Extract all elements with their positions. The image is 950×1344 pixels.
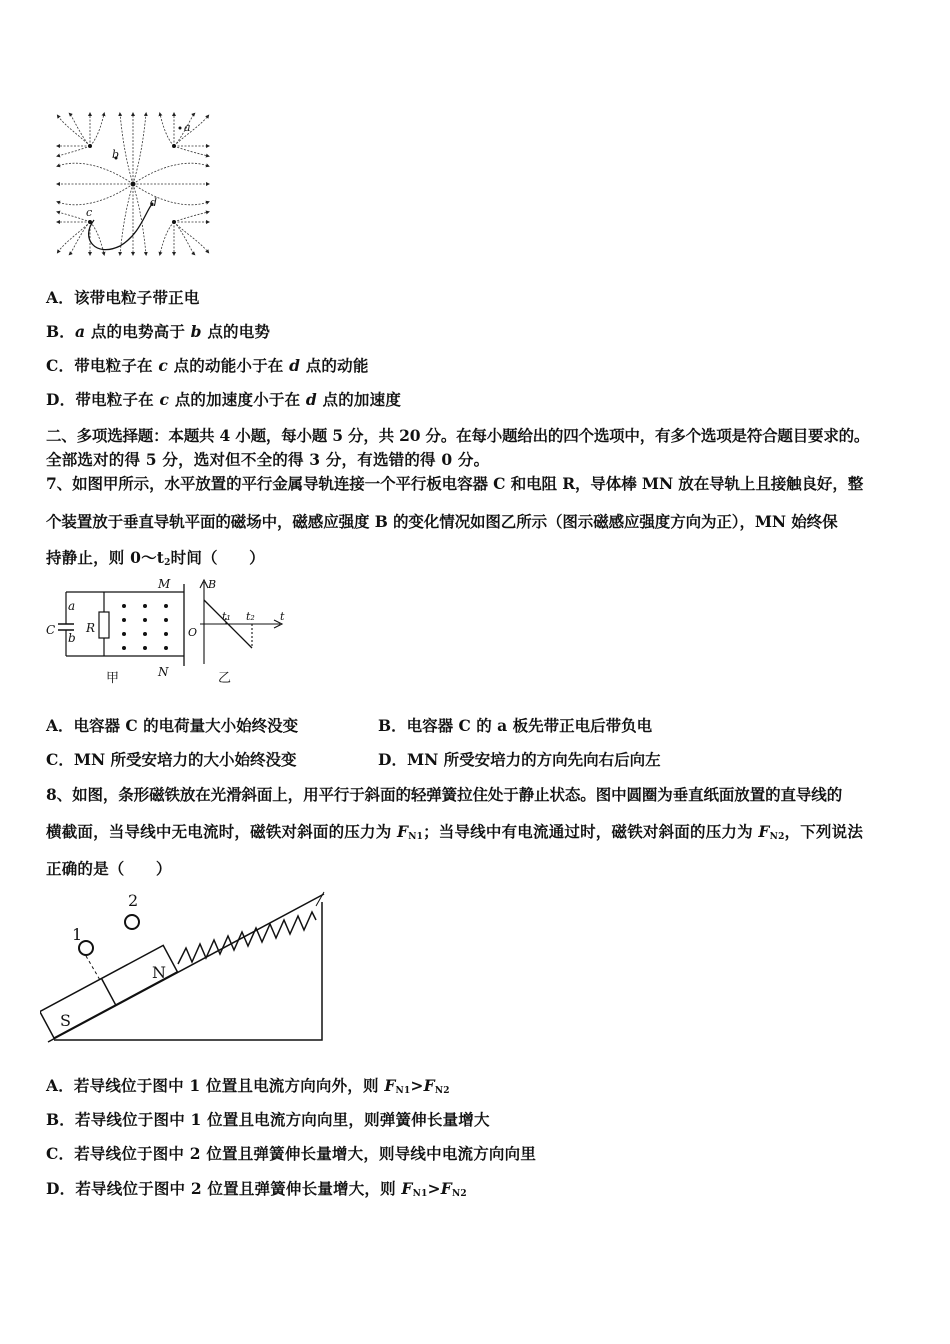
electric-field-figure	[50, 108, 216, 260]
label-north-pole: N	[152, 963, 166, 982]
label-d: d	[150, 196, 158, 209]
q6-option-d: D．带电粒子在 c 点的加速度小于在 d 点的加速度	[46, 390, 402, 409]
label-origin: O	[188, 626, 198, 639]
label-plate-a: a	[68, 599, 76, 613]
q8-line2: 横截面，当导线中无电流时，磁铁对斜面的压力为 $F_{N1}$；当导线中有电流通过时，磁铁对斜面的压力为 $F_{N2}$，下列说法	[46, 822, 864, 842]
q7-option-b: B．电容器 C 的 a 板先带正电后带负电	[378, 716, 653, 735]
q8-line3: 正确的是（ ）	[46, 859, 172, 878]
label-t1: t₁	[222, 610, 231, 623]
section2-line2: 全部选对的得 5 分，选对但不全的得 3 分，有选错的得 0 分。	[46, 450, 490, 469]
label-capacitor-c: C	[46, 623, 56, 637]
label-n: N	[158, 665, 169, 679]
label-axis-t: t	[280, 610, 285, 623]
label-resistor-r: R	[86, 621, 96, 635]
incline-magnet-figure	[40, 882, 330, 1044]
q7-line1: 7、如图甲所示，水平放置的平行金属导轨连接一个平行板电容器 C 和电阻 R，导体棒 MN 放在导轨上且接触良好，整	[46, 474, 864, 493]
q7-line3: 持静止，则 $0\sim t_2$时间（ ）	[46, 548, 265, 568]
q7-line2: 个装置放于垂直导轨平面的磁场中，磁感应强度 B 的变化情况如图乙所示（图示磁感应强度方向为正），MN 始终保	[46, 512, 838, 531]
circuit-figure	[44, 578, 294, 688]
q8-option-d: D．若导线位于图中 2 位置且弹簧伸长量增大，则 $F_{N1}>F_{N2}$	[46, 1179, 467, 1199]
label-position-1: 1	[72, 925, 83, 944]
caption-jia: 甲	[106, 671, 120, 686]
section2-line1: 二、多项选择题：本题共 4 小题，每小题 5 分，共 20 分。在每小题给出的四个选项中，有多个选项是符合题目要求的。	[46, 426, 870, 445]
caption-yi: 乙	[218, 671, 232, 686]
q8-option-b: B．若导线位于图中 1 位置且电流方向向里，则弹簧伸长量增大	[46, 1110, 490, 1129]
q8-option-a: A．若导线位于图中 1 位置且电流方向向外，则 $F_{N1}>F_{N2}$	[46, 1076, 450, 1096]
q6-option-b: B．a 点的电势高于 b 点的电势	[46, 322, 271, 341]
label-b: b	[112, 148, 120, 161]
q7-option-c: C．MN 所受安培力的大小始终没变	[46, 750, 297, 769]
label-south-pole: S	[60, 1011, 71, 1030]
label-m: M	[158, 578, 171, 591]
label-a: a	[184, 121, 191, 134]
q6-option-c: C．带电粒子在 c 点的动能小于在 d 点的动能	[46, 356, 369, 375]
label-position-2: 2	[128, 891, 139, 910]
q7-option-d: D．MN 所受安培力的方向先向右后向左	[378, 750, 661, 769]
label-axis-b: B	[208, 578, 217, 591]
label-plate-b: b	[68, 631, 76, 645]
q7-option-a: A．电容器 C 的电荷量大小始终没变	[46, 716, 299, 735]
q8-line1: 8、如图，条形磁铁放在光滑斜面上，用平行于斜面的轻弹簧拉住处于静止状态。图中圆圈为垂直纸面放置的直导线的	[46, 785, 843, 804]
q6-option-a: A．该带电粒子带正电	[46, 288, 200, 307]
q8-option-c: C．若导线位于图中 2 位置且弹簧伸长量增大，则导线中电流方向向里	[46, 1144, 537, 1163]
label-t2: t₂	[246, 610, 255, 623]
label-c: c	[86, 206, 93, 219]
